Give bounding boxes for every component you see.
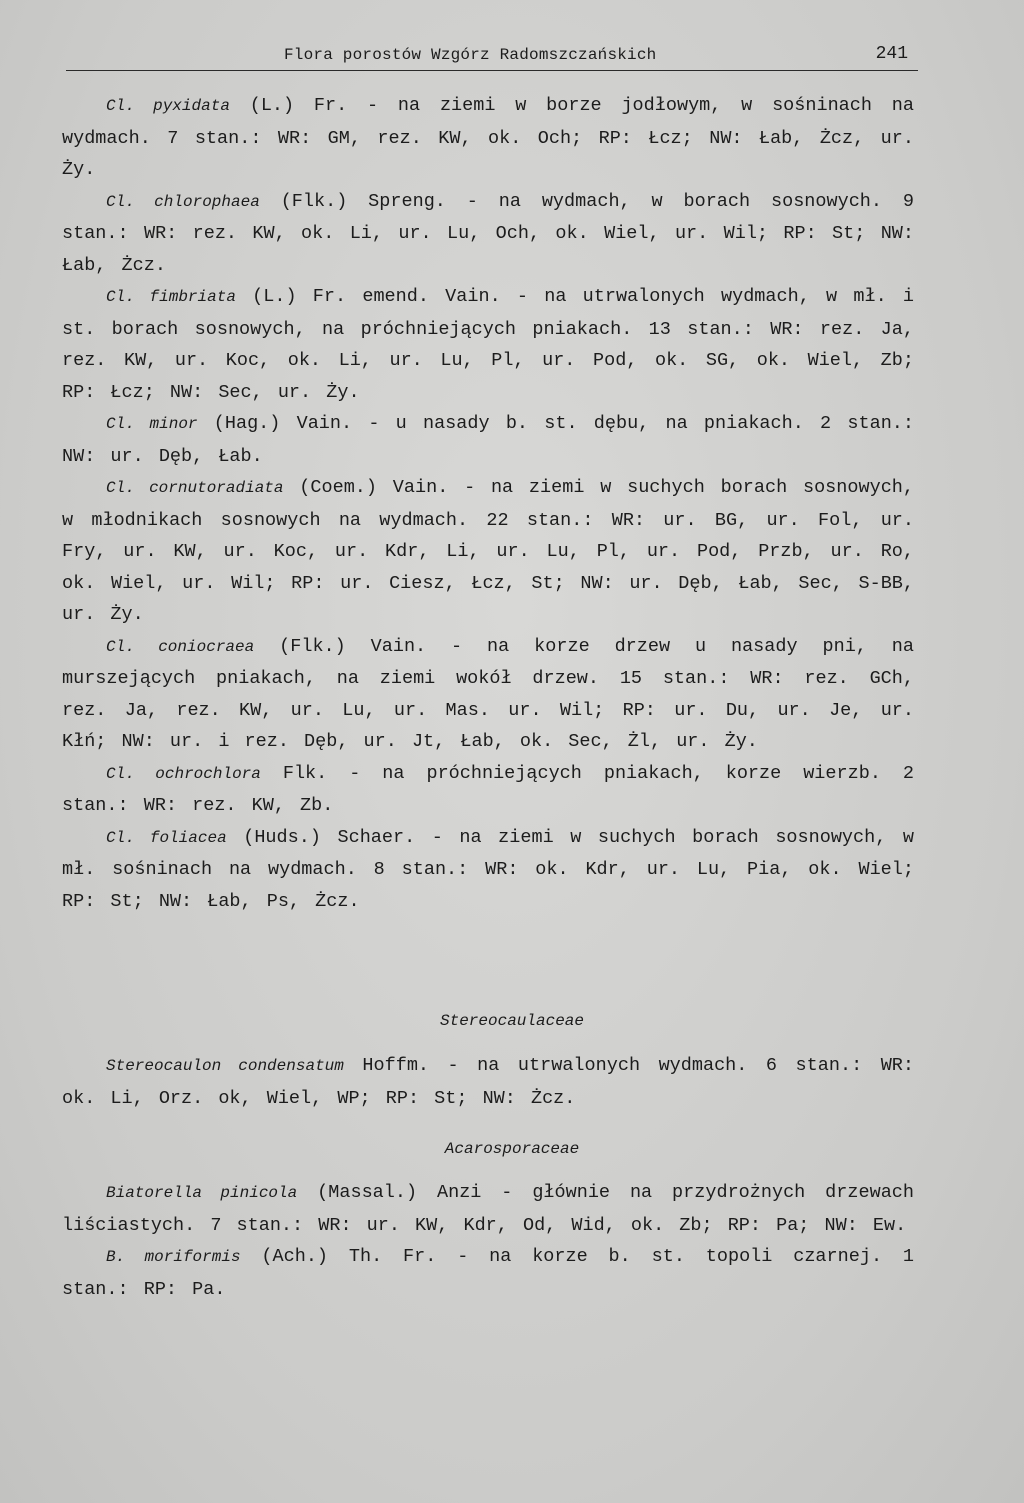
family-heading-acarosporaceae: Acarosporaceae	[444, 1140, 580, 1158]
species-entry	[62, 631, 914, 758]
family-heading-stereocaulaceae: Stereocaulaceae	[439, 1012, 585, 1030]
species-description: (Hag.) Vain. - u nasady b. st. dębu, na pniakach. 2 stan.: NW: ur. Dęb, Łab.	[62, 413, 914, 467]
species-description: (Huds.) Schaer. - na ziemi w suchych borach sosnowych, w mł. sośninach na wydmach. 8 stan.: WR: ok. Kdr, ur. Lu, Pia, ok. Wiel; RP: St; NW: Łab, Ps, Żcz.	[62, 826, 914, 912]
species-description: Hoffm. - na utrwalonych wydmach. 6 stan.: WR: ok. Li, Orz. ok, Wiel, WP; RP: St; NW: Żcz.	[62, 1055, 915, 1109]
species-description: (L.) Fr. - na ziemi w borze jodłowym, w sośninach na wydmach. 7 stan.: WR: GM, rez. KW, ok. Och; RP: Łcz; NW: Łab, Żcz, ur. Ży.	[62, 95, 914, 180]
species-entry	[62, 186, 914, 282]
species-entry	[62, 758, 914, 822]
species-entry	[62, 90, 914, 186]
species-name: Cl. pyxidata	[106, 97, 230, 115]
species-name: Cl. chlorophaea	[106, 192, 260, 211]
species-entry	[62, 822, 914, 918]
species-description: (Flk.) Vain. - na korze drzew u nasady pni, na murszejących pniakach, na ziemi wokół drzew. 15 stan.: WR: rez. GCh, rez. Ja, rez. KW, ur. Lu, ur. Mas. ur. Wil; RP: ur. Du, ur. Je, ur. Kłń; NW: ur. i rez. Dęb, ur. Jt, Łab, ok. Sec, Żl, ur. Ży.	[62, 635, 915, 752]
species-entry	[62, 1177, 914, 1241]
species-description: (Coem.) Vain. - na ziemi w suchych borach sosnowych, w młodnikach sosnowych na wydmach. 22 stan.: WR: ur. BG, ur. Fol, ur. Fry, ur. KW, ur. Koc, ur. Kdr, Li, ur. Lu, Pl, ur. Pod, Przb, ur. Ro, ok. Wiel, ur. Wil; RP: ur. Ciesz, Łcz, St; NW: ur. Dęb, Łab, Sec, S-BB, ur. Ży.	[62, 477, 915, 625]
species-description: (Massal.) Anzi - głównie na przydrożnych drzewach liściastych. 7 stan.: WR: ur. KW, Kdr, Od, Wid, ok. Zb; RP: Pa; NW: Ew.	[62, 1182, 915, 1236]
species-name: Stereocaulon condensatum	[106, 1057, 344, 1075]
page-number: 241	[875, 44, 908, 64]
species-entry	[62, 1241, 914, 1305]
species-list-stereocaulaceae	[62, 1050, 914, 1114]
header-title: Flora porostów Wzgórz Radomszczańskich	[284, 46, 657, 64]
species-description: (Flk.) Spreng. - na wydmach, w borach sosnowych. 9 stan.: WR: rez. KW, ok. Li, ur. Lu, Och, ok. Wiel, ur. Wil; RP: St; NW: Łab, Żcz.	[62, 190, 914, 276]
species-name: Cl. ochrochlora	[106, 764, 261, 783]
species-entry	[62, 472, 914, 631]
species-name: Cl. fimbriata	[106, 288, 236, 306]
species-description: (L.) Fr. emend. Vain. - na utrwalonych wydmach, w mł. i st. borach sosnowych, na próchniejących pniakach. 13 stan.: WR: rez. Ja, rez. KW, ur. Koc, ok. Li, ur. Lu, Pl, ur. Pod, ok. SG, ok. Wiel, Zb; RP: Łcz; NW: Sec, ur. Ży.	[62, 286, 915, 403]
species-name: B. moriformis	[106, 1248, 241, 1266]
species-name: Cl. foliacea	[106, 828, 227, 847]
species-name: Cl. coniocraea	[106, 637, 255, 656]
species-list-cladonia	[62, 90, 914, 917]
species-name: Biatorella pinicola	[106, 1184, 298, 1202]
species-description: (Ach.) Th. Fr. - na korze b. st. topoli czarnej. 1 stan.: RP: Pa.	[62, 1246, 914, 1300]
running-header	[66, 40, 918, 71]
species-name: Cl. minor	[106, 415, 198, 433]
species-entry	[62, 408, 914, 472]
species-list-acarosporaceae	[62, 1177, 914, 1305]
species-name: Cl. cornutoradiata	[106, 479, 284, 497]
species-entry	[62, 1050, 914, 1114]
species-entry	[62, 281, 914, 408]
species-description: Flk. - na próchniejących pniakach, korze wierzb. 2 stan.: WR: rez. KW, Zb.	[62, 762, 914, 816]
